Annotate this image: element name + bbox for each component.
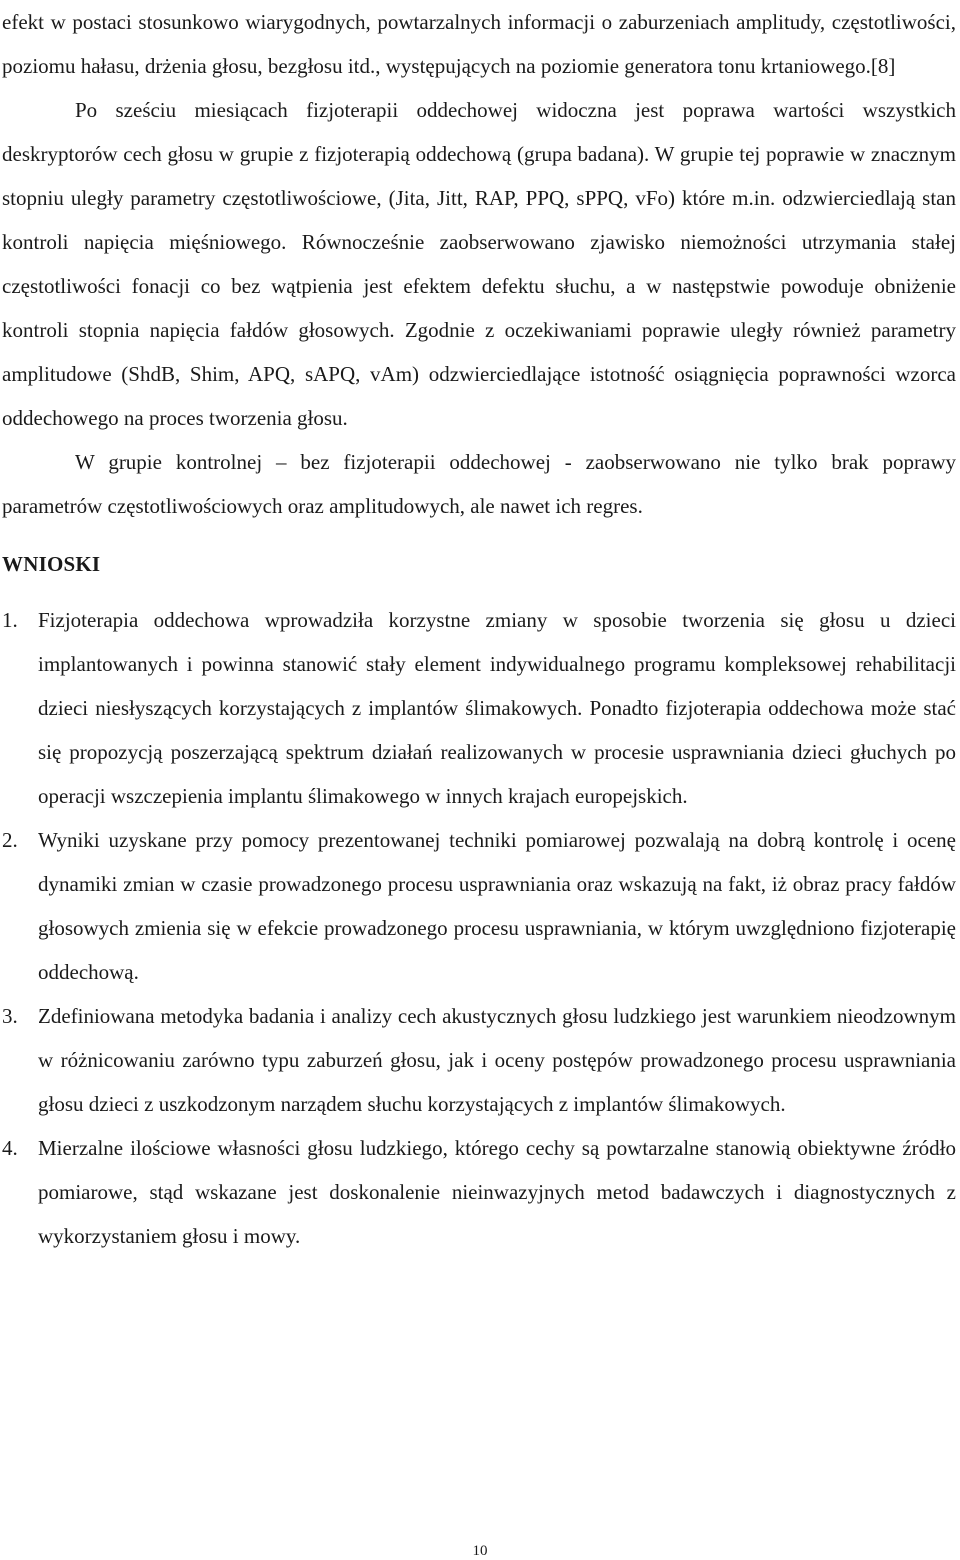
conclusion-item <box>2 598 956 818</box>
section-heading-conclusions: WNIOSKI <box>2 552 101 576</box>
conclusion-number: 2. <box>2 828 18 852</box>
conclusion-item <box>2 1126 956 1258</box>
paragraph-continuation: efekt w postaci stosunkowo wiarygodnych, powtarzalnych informacji o zaburzeniach amplitudy, częstotliwości, poziomu hałasu, drżenia głosu, bezgłosu itd., występujących na poziomie generatora tonu krtaniowego.[8] <box>2 10 956 78</box>
conclusion-item <box>2 994 956 1126</box>
conclusion-number: 3. <box>2 1004 18 1028</box>
conclusion-text: Zdefiniowana metodyka badania i analizy cech akustycznych głosu ludzkiego jest warunkiem nieodzownym w różnicowaniu zarówno typu zaburzeń głosu, jak i oceny postępów prowadzonego procesu usprawniania głosu dzieci z uszkodzonym narządem słuchu korzystających z implantów ślimakowych. <box>38 1004 956 1116</box>
conclusion-text: Wyniki uzyskane przy pomocy prezentowanej techniki pomiarowej pozwalają na dobrą kontrolę i ocenę dynamiki zmian w czasie prowadzonego procesu usprawniania oraz wskazują na fakt, iż obraz pracy fałdów głosowych zmienia się w efekcie prowadzonego procesu usprawniania, w którym uwzględniono fizjoterapię oddechową. <box>38 828 956 984</box>
paragraph-results: Po sześciu miesiącach fizjoterapii oddechowej widoczna jest poprawa wartości wszystkich deskryptorów cech głosu w grupie z fizjoterapią oddechową (grupa badana). W grupie tej poprawie w znacznym stopniu uległy parametry częstotliwościowe, (Jita, Jitt, RAP, PPQ, sPPQ, vFo) które m.in. odzwierciedlają stan kontroli napięcia mięśniowego. Równocześnie zaobserwowano zjawisko niemożności utrzymania stałej częstotliwości fonacji co bez wątpienia jest efektem defektu słuchu, a w następstwie powoduje obniżenie kontroli stopnia napięcia fałdów głosowych. Zgodnie z oczekiwaniami poprawie uległy również parametry amplitudowe (ShdB, Shim, APQ, sAPQ, vAm) odzwierciedlające istotność osiągnięcia poprawności wzorca oddechowego na proces tworzenia głosu. <box>2 98 956 430</box>
page-number: 10 <box>472 1543 488 1559</box>
conclusions-list <box>2 598 956 1258</box>
conclusion-item <box>2 818 956 994</box>
conclusion-number: 4. <box>2 1136 18 1160</box>
conclusion-text: Fizjoterapia oddechowa wprowadziła korzystne zmiany w sposobie tworzenia się głosu u dzieci implantowanych i powinna stanowić stały element indywidualnego programu kompleksowej rehabilitacji dzieci niesłyszących korzystających z implantów ślimakowych. Ponadto fizjoterapia oddechowa może stać się propozycją poszerzającą spektrum działań realizowanych w procesie usprawniania dzieci głuchych po operacji wszczepienia implantu ślimakowego w innych krajach europejskich. <box>38 608 956 808</box>
page-content <box>2 0 956 1258</box>
conclusion-number: 1. <box>2 608 18 632</box>
paragraph-control-group: W grupie kontrolnej – bez fizjoterapii oddechowej - zaobserwowano nie tylko brak poprawy parametrów częstotliwościowych oraz amplitudowych, ale nawet ich regres. <box>2 450 956 518</box>
conclusion-text: Mierzalne ilościowe własności głosu ludzkiego, którego cechy są powtarzalne stanowią obiektywne źródło pomiarowe, stąd wskazane jest doskonalenie nieinwazyjnych metod badawczych i diagnostycznych z wykorzystaniem głosu i mowy. <box>38 1136 956 1248</box>
